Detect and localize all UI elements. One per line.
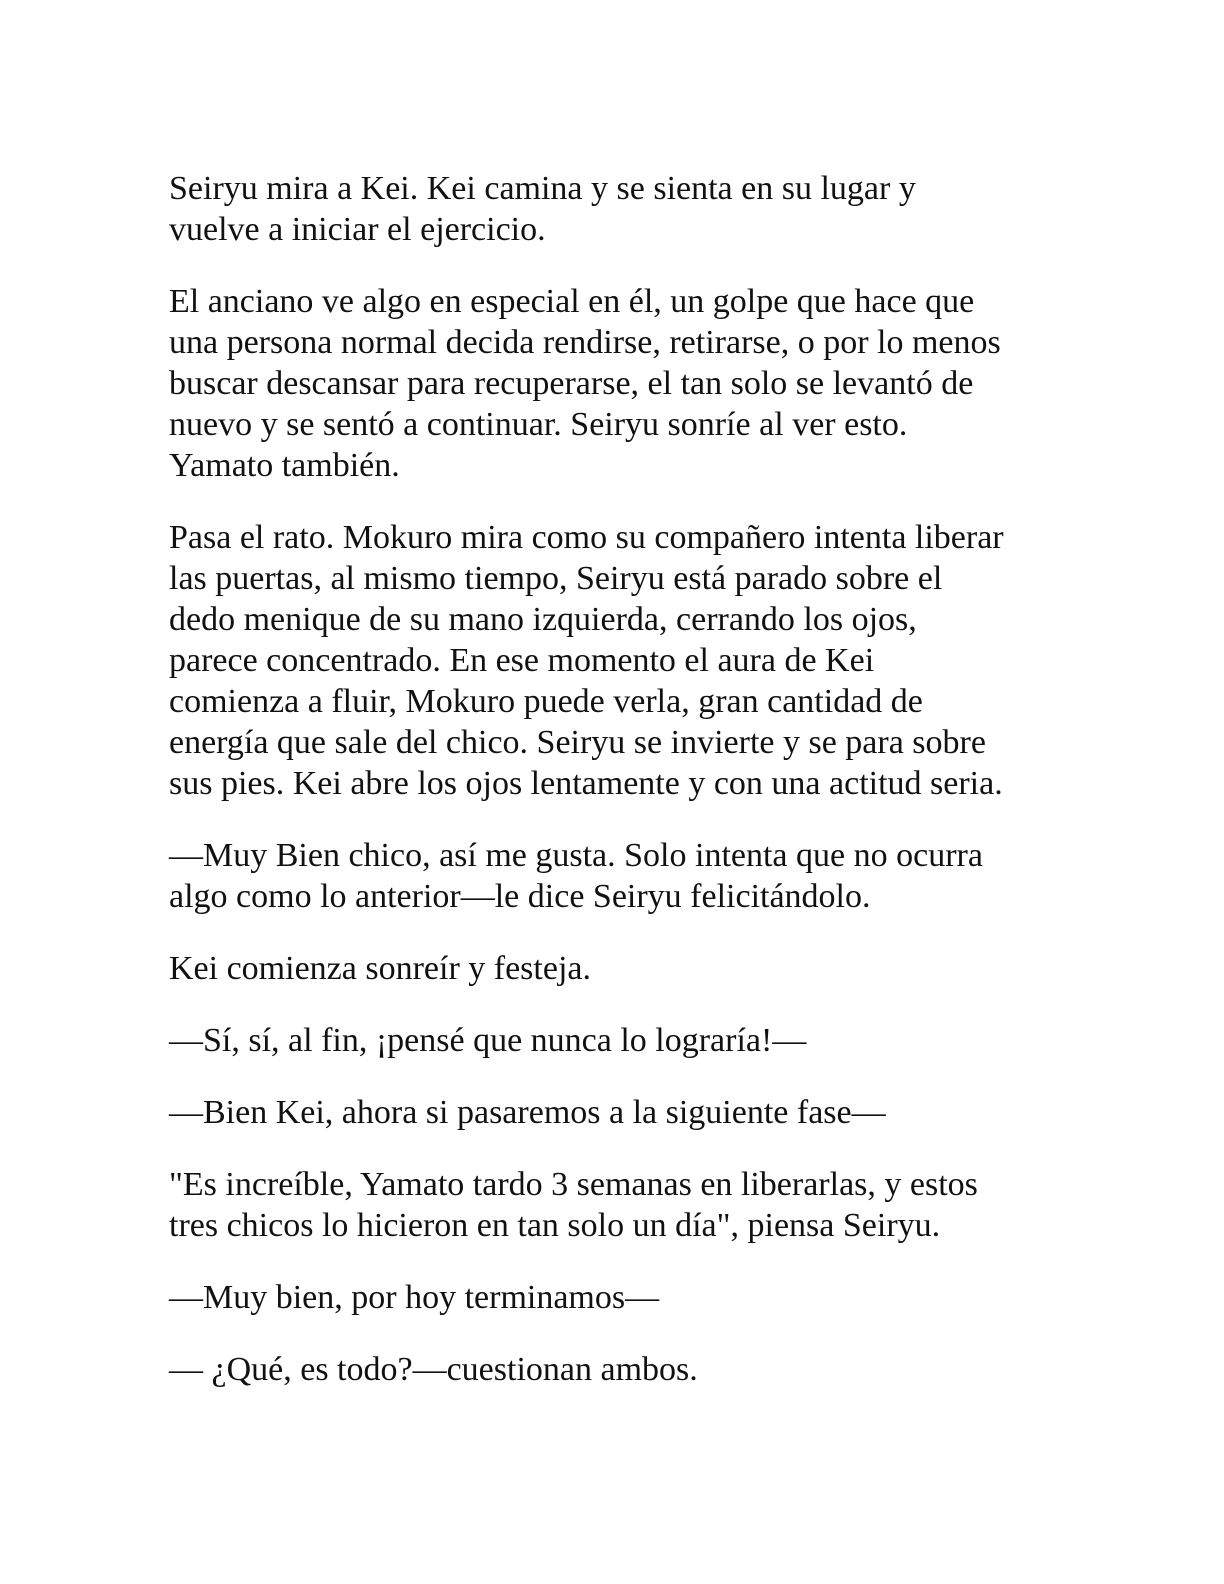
paragraph-5 bbox=[169, 948, 1059, 989]
text-line: parece concentrado. En ese momento el aura de Kei bbox=[169, 642, 875, 679]
text-line: energía que sale del chico. Seiryu se invierte y se para sobre bbox=[169, 724, 986, 761]
document-page bbox=[169, 168, 1059, 1421]
text-line: — ¿Qué, es todo?—cuestionan ambos. bbox=[169, 1351, 698, 1388]
text-line: tres chicos lo hicieron en tan solo un día", piensa Seiryu. bbox=[169, 1207, 941, 1244]
text-line: "Es increíble, Yamato tardo 3 semanas en liberarlas, y estos bbox=[169, 1166, 978, 1203]
text-line: algo como lo anterior—le dice Seiryu felicitándolo. bbox=[169, 878, 871, 915]
text-line: Pasa el rato. Mokuro mira como su compañero intenta liberar bbox=[169, 519, 1004, 556]
paragraph-6 bbox=[169, 1020, 1059, 1061]
paragraph-2 bbox=[169, 281, 1059, 486]
text-line: —Muy Bien chico, así me gusta. Solo intenta que no ocurra bbox=[169, 837, 983, 874]
text-line: una persona normal decida rendirse, retirarse, o por lo menos bbox=[169, 324, 1001, 361]
text-line: sus pies. Kei abre los ojos lentamente y con una actitud seria. bbox=[169, 765, 1003, 802]
paragraph-9 bbox=[169, 1277, 1059, 1318]
paragraph-8 bbox=[169, 1164, 1059, 1246]
text-line: Yamato también. bbox=[169, 447, 400, 484]
text-line: nuevo y se sentó a continuar. Seiryu sonríe al ver esto. bbox=[169, 406, 908, 443]
paragraph-7 bbox=[169, 1092, 1059, 1133]
text-line: —Bien Kei, ahora si pasaremos a la siguiente fase— bbox=[169, 1094, 886, 1131]
text-line: buscar descansar para recuperarse, el tan solo se levantó de bbox=[169, 365, 974, 402]
text-line: El anciano ve algo en especial en él, un golpe que hace que bbox=[169, 283, 975, 320]
text-line: vuelve a iniciar el ejercicio. bbox=[169, 211, 546, 248]
text-line: Seiryu mira a Kei. Kei camina y se sienta en su lugar y bbox=[169, 170, 916, 207]
paragraph-3 bbox=[169, 517, 1059, 804]
paragraph-1 bbox=[169, 168, 1059, 250]
text-line: —Sí, sí, al fin, ¡pensé que nunca lo lograría!— bbox=[169, 1022, 807, 1059]
paragraph-4 bbox=[169, 835, 1059, 917]
text-line: —Muy bien, por hoy terminamos— bbox=[169, 1279, 660, 1316]
text-line: las puertas, al mismo tiempo, Seiryu está parado sobre el bbox=[169, 560, 943, 597]
paragraph-10 bbox=[169, 1349, 1059, 1390]
text-line: comienza a fluir, Mokuro puede verla, gran cantidad de bbox=[169, 683, 923, 720]
text-line: dedo menique de su mano izquierda, cerrando los ojos, bbox=[169, 601, 917, 638]
text-line: Kei comienza sonreír y festeja. bbox=[169, 950, 591, 987]
